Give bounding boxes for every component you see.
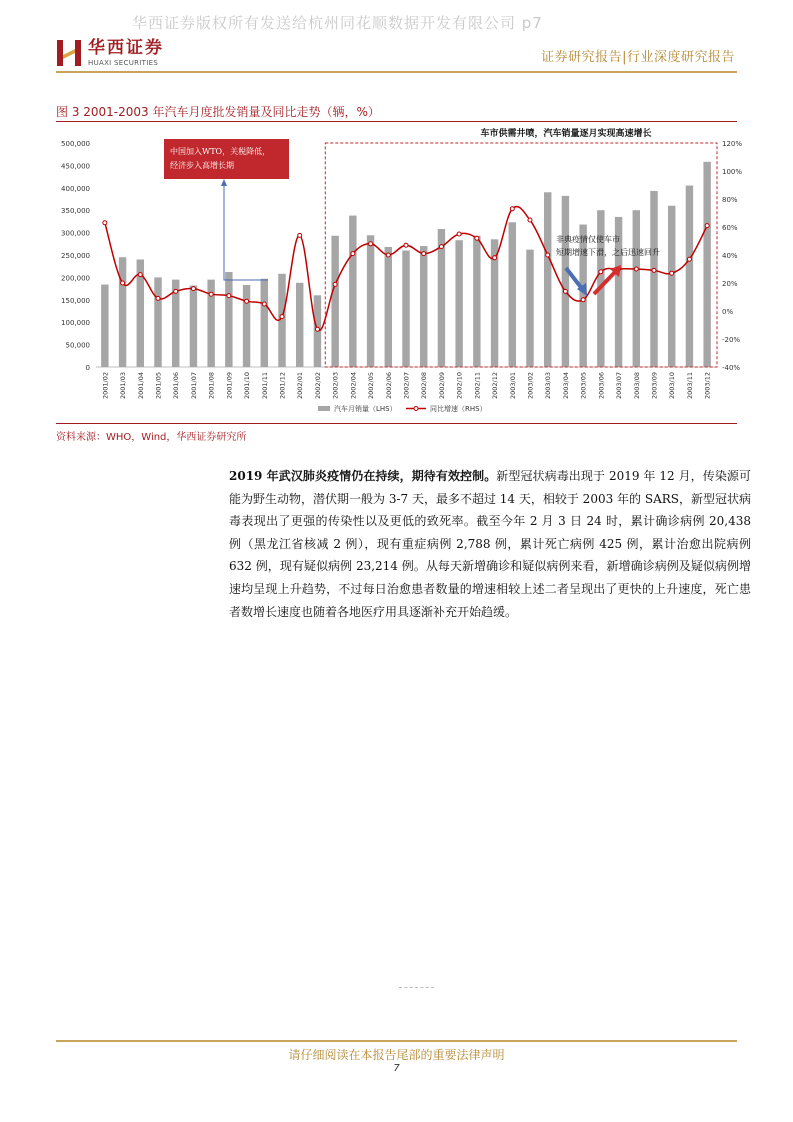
bar-sales [526, 250, 533, 367]
bar-sales [154, 277, 161, 367]
x-tick-label: 2001/04 [136, 372, 145, 400]
x-tick-label: 2002/12 [491, 372, 500, 400]
point-yoy-growth [333, 282, 337, 286]
bar-sales [420, 246, 427, 367]
point-yoy-growth [386, 253, 390, 257]
x-tick-label: 2002/05 [367, 372, 376, 400]
figure-title: 图 3 2001-2003 年汽车月度批发销量及同比走势（辆，%） [56, 105, 380, 119]
annotation-wto-text: 中国加入WTO，关税降低， [170, 147, 271, 156]
sales-yoy-chart [56, 122, 743, 422]
report-type: 证券研究报告|行业深度研究报告 [541, 50, 735, 65]
x-tick-label: 2001/03 [119, 372, 128, 400]
right-axis-tick-label: -40% [722, 364, 741, 372]
right-axis-tick-label: 40% [722, 252, 738, 260]
x-tick-label: 2001/06 [172, 372, 181, 400]
left-axis-tick-label: 200,000 [61, 274, 90, 283]
point-yoy-growth [687, 257, 691, 261]
huaxi-logo-icon [56, 38, 82, 68]
right-axis-tick-label: 60% [722, 224, 738, 232]
x-tick-label: 2001/12 [278, 372, 287, 400]
page-dash [399, 987, 434, 988]
point-yoy-growth [103, 221, 107, 225]
x-tick-label: 2002/09 [437, 372, 446, 400]
point-yoy-growth [209, 292, 213, 296]
legend-label-yoy: 同比增速（RHS） [430, 405, 487, 413]
point-yoy-growth [404, 243, 408, 247]
bar-sales [455, 240, 462, 367]
point-yoy-growth [528, 218, 532, 222]
right-axis-tick-label: 100% [722, 168, 743, 176]
bar-sales [509, 222, 516, 367]
bar-sales [473, 236, 480, 367]
annotation-wto-text: 经济步入高增长期 [170, 161, 234, 170]
figure-source: 资料来源：WHO，Wind，华西证券研究所 [56, 432, 247, 443]
x-tick-label: 2001/08 [207, 372, 216, 400]
x-tick-label: 2003/02 [526, 372, 535, 400]
bar-sales [349, 216, 356, 367]
left-axis-tick-label: 350,000 [61, 207, 90, 216]
point-yoy-growth [439, 245, 443, 249]
right-axis-tick-label: 20% [722, 280, 738, 288]
point-yoy-growth [121, 281, 125, 285]
point-yoy-growth [156, 296, 160, 300]
footer-divider [56, 1040, 737, 1042]
point-yoy-growth [599, 270, 603, 274]
left-axis-tick-label: 500,000 [61, 140, 90, 148]
left-axis-tick-label: 100,000 [61, 319, 90, 328]
bar-sales [296, 283, 303, 367]
page-number: 7 [393, 1063, 400, 1074]
left-axis-tick-label: 400,000 [61, 184, 90, 193]
x-tick-label: 2001/09 [225, 372, 234, 400]
logo-name-en: HUAXI SECURITIES [88, 58, 159, 67]
x-tick-label: 2002/10 [455, 372, 464, 400]
x-tick-label: 2002/06 [384, 372, 393, 400]
bar-sales [633, 210, 640, 367]
bar-sales [544, 192, 551, 367]
bar-sales [579, 225, 586, 367]
point-yoy-growth [581, 298, 585, 302]
bar-sales [225, 272, 232, 367]
x-tick-label: 2001/05 [154, 372, 163, 400]
right-axis-tick-label: 0% [722, 308, 734, 316]
x-tick-label: 2001/11 [260, 372, 269, 400]
point-yoy-growth [422, 252, 426, 256]
annotation-wto-connector [224, 184, 268, 280]
point-yoy-growth [652, 268, 656, 272]
point-yoy-growth [510, 207, 514, 211]
body-paragraph [229, 465, 751, 623]
bar-sales [686, 186, 693, 367]
x-tick-label: 2003/05 [579, 372, 588, 400]
x-tick-label: 2003/09 [650, 372, 659, 400]
point-yoy-growth [280, 315, 284, 319]
bar-sales [385, 247, 392, 367]
body-lead: 2019 年武汉肺炎疫情仍在持续，期待有效控制。 [229, 469, 497, 483]
bar-sales [261, 279, 268, 367]
point-yoy-growth [369, 242, 373, 246]
point-yoy-growth [351, 252, 355, 256]
point-yoy-growth [315, 327, 319, 331]
left-axis-tick-label: 450,000 [61, 162, 90, 171]
right-axis-tick-label: 120% [722, 140, 743, 148]
annotation-boom-text: 车市供需井喷，汽车销量逐月实现高速增长 [480, 129, 652, 139]
x-tick-label: 2002/02 [313, 372, 322, 400]
point-yoy-growth [227, 294, 231, 298]
legend-label-sales: 汽车月销量（LHS） [334, 405, 397, 413]
x-tick-label: 2003/01 [508, 372, 517, 400]
point-yoy-growth [191, 287, 195, 291]
point-yoy-growth [563, 289, 567, 293]
right-axis-tick-label: -20% [722, 336, 741, 344]
point-yoy-growth [138, 273, 142, 277]
x-tick-label: 2003/12 [703, 372, 712, 400]
annotation-wto-box [164, 139, 289, 179]
point-yoy-growth [705, 224, 709, 228]
legend-swatch-sales [318, 406, 330, 411]
left-axis-tick-label: 250,000 [61, 252, 90, 260]
bar-sales [562, 196, 569, 367]
point-yoy-growth [475, 236, 479, 240]
x-tick-label: 2003/08 [632, 372, 641, 400]
bar-sales [703, 162, 710, 367]
x-tick-label: 2003/07 [615, 372, 624, 400]
x-tick-label: 2003/11 [685, 372, 694, 400]
legal-notice: 请仔细阅读在本报告尾部的重要法律声明 [288, 1048, 505, 1062]
figure-bottom-divider [56, 423, 737, 424]
point-yoy-growth [245, 299, 249, 303]
bar-sales [119, 257, 126, 367]
x-tick-label: 2003/03 [544, 372, 553, 400]
x-tick-label: 2002/08 [420, 372, 429, 400]
x-tick-label: 2001/02 [101, 372, 110, 400]
header-divider [56, 71, 737, 73]
bar-sales [668, 206, 675, 367]
point-yoy-growth [493, 256, 497, 260]
x-tick-label: 2002/04 [349, 372, 358, 400]
x-tick-label: 2002/01 [296, 372, 305, 400]
annotation-sars-text: 短期增速下滑，之后迅速回升 [556, 248, 660, 257]
x-tick-label: 2002/03 [331, 372, 340, 400]
bar-sales [243, 285, 250, 367]
x-tick-label: 2002/07 [402, 372, 411, 400]
x-tick-label: 2003/06 [597, 372, 606, 400]
annotation-sars-text: 非典疫情仅使车市 [556, 235, 620, 244]
bar-sales [190, 285, 197, 367]
point-yoy-growth [546, 253, 550, 257]
watermark: 华西证券版权所有发送给杭州同花顺数据开发有限公司 p7 [132, 14, 543, 32]
left-axis-tick-label: 0 [85, 364, 90, 372]
body-text: 新型冠状病毒出现于 2019 年 12 月，传染源可能为野生动物，潜伏期一般为 3-7 天，最多不超过 14 天，相较于 2003 年的 SARS，新型冠状病毒表现出了更强的传染性以及更低的致死率。截至今年 2 月 3 日 24 时，累计确诊病例 20,438 例（黑龙江省核减 2 例），现有重症病例 2,788 例，累计死亡病例 425 例，累计治愈出院病例 632 例，现有疑似病例 23,214 例。从每天新增确诊和疑似病例来看，新增确诊病例及疑似病例增速均呈现上升趋势，不过每日治愈患者数量的增速相较上述二者呈现出了更快的上升速度，死亡患者数增长速度也随着各地医疗用具逐渐补充开始趋缓。 [229, 469, 751, 619]
x-tick-label: 2003/04 [561, 372, 570, 400]
left-axis-tick-label: 300,000 [61, 229, 90, 238]
x-tick-label: 2001/10 [243, 372, 252, 400]
bar-sales [402, 251, 409, 367]
company-logo [56, 38, 164, 68]
point-yoy-growth [298, 233, 302, 237]
annotation-wto-arrowhead [221, 179, 227, 186]
bar-sales [101, 285, 108, 367]
point-yoy-growth [634, 267, 638, 271]
bar-sales [650, 191, 657, 367]
x-tick-label: 2002/11 [473, 372, 482, 400]
logo-name-cn: 华西证券 [88, 37, 164, 58]
point-yoy-growth [262, 302, 266, 306]
x-tick-label: 2001/07 [189, 372, 198, 400]
point-yoy-growth [457, 232, 461, 236]
point-yoy-growth [670, 271, 674, 275]
legend-marker-yoy [414, 407, 418, 411]
x-tick-label: 2003/10 [668, 372, 677, 400]
left-axis-tick-label: 150,000 [61, 296, 90, 305]
bar-sales [331, 236, 338, 367]
bar-sales [367, 235, 374, 367]
left-axis-tick-label: 50,000 [65, 341, 90, 350]
bar-sales [438, 229, 445, 367]
right-axis-tick-label: 80% [722, 196, 738, 204]
point-yoy-growth [174, 289, 178, 293]
